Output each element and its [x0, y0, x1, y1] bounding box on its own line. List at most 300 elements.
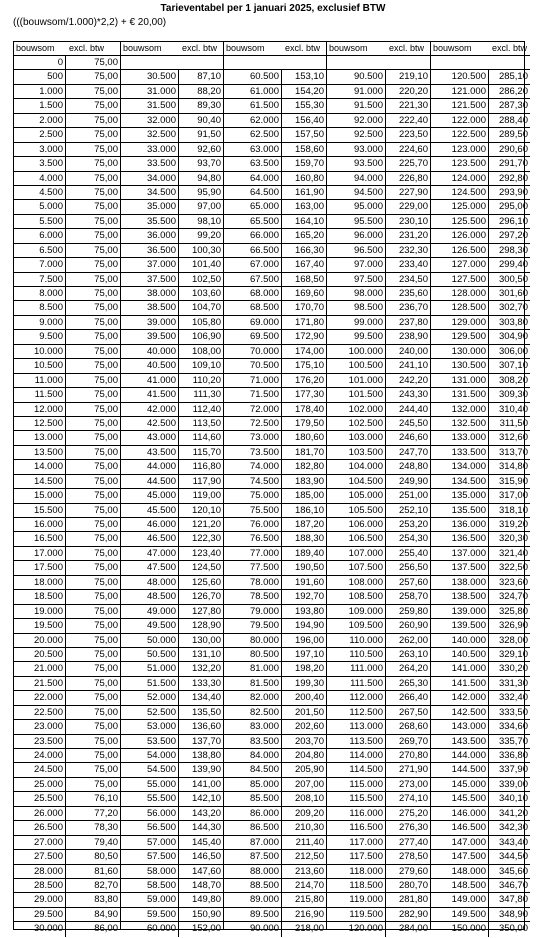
price-cell: 75,00 [94, 273, 118, 285]
price-cell: 75,00 [94, 677, 118, 689]
table-row [121, 403, 223, 417]
price-cell: 75,00 [94, 158, 118, 170]
bouwsom-cell: 26.500 [14, 821, 66, 834]
table-row [431, 446, 530, 460]
bouwsom-cell: 79.000 [224, 605, 282, 618]
price-cell: 333,50 [498, 706, 528, 718]
table-row [14, 128, 120, 142]
price-cell: 288,40 [498, 114, 528, 126]
price-cell: 95,90 [197, 186, 221, 198]
price-cell: 83,80 [94, 894, 118, 906]
table-row [121, 850, 223, 864]
price-cell: 309,30 [498, 389, 528, 401]
bouwsom-cell: 56.000 [121, 807, 179, 820]
bouwsom-cell: 60.000 [121, 922, 179, 936]
table-row [121, 85, 223, 99]
price-cell: 128,90 [191, 620, 221, 632]
bouwsom-cell: 142.000 [431, 691, 489, 704]
bouwsom-cell: 2.500 [14, 128, 66, 141]
bouwsom-cell: 5.000 [14, 200, 66, 213]
bouwsom-cell: 35.500 [121, 215, 179, 228]
bouwsom-cell: 120.500 [431, 70, 489, 83]
bouwsom-cell: 99.500 [327, 330, 386, 343]
bouwsom-cell: 67.000 [224, 258, 282, 271]
bouwsom-cell: 40.500 [121, 359, 179, 372]
table-row [431, 634, 530, 648]
price-cell: 75,00 [94, 764, 118, 776]
table-row [431, 850, 530, 864]
table-row [327, 821, 430, 835]
table-row [224, 186, 326, 200]
table-row [431, 172, 530, 186]
price-cell: 130,00 [191, 634, 221, 646]
bouwsom-cell: 39.000 [121, 316, 179, 329]
table-row [121, 807, 223, 821]
bouwsom-cell: 127.000 [431, 258, 489, 271]
table-row [327, 172, 430, 186]
price-cell: 75,00 [94, 288, 118, 299]
bouwsom-cell: 142.500 [431, 706, 489, 719]
bouwsom-cell: 101.500 [327, 388, 386, 401]
price-cell: 264,20 [398, 663, 428, 675]
bouwsom-cell: 137.500 [431, 561, 489, 574]
bouwsom-cell: 128.000 [431, 287, 489, 300]
table-row [431, 460, 530, 474]
table-row [327, 114, 430, 128]
price-cell: 269,70 [398, 735, 428, 747]
bouwsom-cell: 50.000 [121, 634, 179, 647]
table-row [121, 446, 223, 460]
price-cell: 252,10 [398, 504, 428, 516]
price-cell: 196,00 [294, 634, 324, 646]
price-cell: 75,00 [94, 446, 118, 458]
price-cell: 163,00 [294, 201, 324, 213]
bouwsom-cell: 82.500 [224, 706, 282, 719]
table-row [14, 518, 120, 532]
bouwsom-cell: 28.500 [14, 879, 66, 892]
bouwsom-cell: 54.000 [121, 749, 179, 762]
price-cell: 101,40 [191, 259, 221, 271]
price-cell: 154,20 [294, 85, 324, 97]
price-cell: 180,60 [294, 432, 324, 444]
table-row [121, 345, 223, 359]
price-cell: 236,70 [398, 302, 428, 314]
bouwsom-cell: 99.000 [327, 316, 386, 329]
bouwsom-cell: 76.000 [224, 518, 282, 531]
table-row [224, 879, 326, 893]
bouwsom-cell: 133.000 [431, 431, 489, 444]
price-cell: 155,30 [294, 100, 324, 112]
bouwsom-cell: 132.500 [431, 417, 489, 430]
bouwsom-cell: 33.000 [121, 143, 179, 156]
bouwsom-cell: 61.500 [224, 99, 282, 112]
price-cell: 75,00 [94, 360, 118, 372]
price-cell: 193,80 [294, 605, 324, 617]
price-cell: 102,50 [191, 273, 221, 285]
table-row [121, 619, 223, 633]
table-row [327, 273, 430, 287]
bouwsom-cell: 70.500 [224, 359, 282, 372]
price-cell: 330,20 [498, 663, 528, 675]
bouwsom-cell: 4.500 [14, 186, 66, 199]
bouwsom-cell: 45.000 [121, 489, 179, 502]
price-cell: 306,00 [498, 345, 528, 357]
price-cell: 233,40 [398, 259, 428, 271]
bouwsom-cell: 13.000 [14, 431, 66, 444]
table-row [327, 706, 430, 720]
price-cell: 86,00 [94, 923, 118, 935]
price-cell: 205,90 [294, 764, 324, 776]
price-cell: 167,40 [294, 259, 324, 271]
table-row [327, 763, 430, 777]
price-cell: 319,20 [498, 519, 528, 530]
bouwsom-cell: 134.000 [431, 460, 489, 473]
table-row [224, 576, 326, 590]
bouwsom-cell: 34.500 [121, 186, 179, 199]
bouwsom-cell: 27.500 [14, 850, 66, 863]
price-cell: 110,20 [192, 374, 221, 386]
table-row [14, 244, 120, 258]
table-row [431, 417, 530, 431]
price-cell: 115,70 [192, 446, 221, 458]
bouwsom-cell: 66.000 [224, 229, 282, 242]
price-cell: 242,20 [398, 374, 428, 386]
price-cell: 255,40 [398, 547, 428, 559]
price-cell: 122,30 [191, 533, 221, 545]
price-cell: 94,80 [197, 172, 221, 184]
table-row [14, 662, 120, 676]
table-row [327, 157, 430, 171]
table-row [327, 301, 430, 315]
bouwsom-cell: 117.000 [327, 836, 386, 849]
bouwsom-cell: 138.000 [431, 576, 489, 589]
price-cell: 75,00 [94, 316, 118, 328]
price-cell: 181,70 [294, 446, 324, 458]
bouwsom-cell: 70.000 [224, 345, 282, 358]
bouwsom-cell: 110.000 [327, 634, 386, 647]
table-row [224, 778, 326, 792]
price-cell: 300,50 [498, 273, 528, 285]
price-cell: 342,30 [498, 822, 528, 834]
bouwsom-cell: 45.500 [121, 504, 179, 517]
price-cell: 311,50 [499, 417, 528, 429]
table-row [121, 605, 223, 619]
price-cell: 75,00 [94, 692, 118, 704]
bouwsom-cell: 17.500 [14, 561, 66, 574]
table-row [224, 720, 326, 734]
price-cell: 246,60 [398, 432, 428, 444]
price-cell: 238,90 [398, 331, 428, 343]
bouwsom-cell: 111.000 [327, 662, 386, 675]
price-cell: 322,50 [498, 562, 528, 574]
price-cell: 75,00 [94, 215, 118, 227]
table-row [14, 706, 120, 720]
table-row [14, 446, 120, 460]
price-cell: 232,30 [398, 244, 428, 256]
price-cell: 99,20 [197, 230, 221, 242]
price-cell: 75,00 [94, 735, 118, 747]
bouwsom-cell: 11.500 [14, 388, 66, 401]
table-row [431, 778, 530, 792]
table-row [431, 489, 530, 503]
bouwsom-cell: 38.500 [121, 301, 179, 314]
price-cell: 157,50 [294, 129, 324, 141]
table-row [14, 200, 120, 214]
bouwsom-cell: 77.000 [224, 547, 282, 560]
bouwsom-cell: 104.000 [327, 460, 386, 473]
bouwsom-cell: 47.000 [121, 547, 179, 560]
table-row [431, 258, 530, 272]
bouwsom-cell: 26.000 [14, 807, 66, 820]
table-row [224, 547, 326, 561]
bouwsom-cell: 137.000 [431, 547, 489, 560]
price-cell: 178,40 [294, 403, 324, 415]
header-excl-btw: excl. btw [182, 43, 218, 53]
table-row [121, 128, 223, 142]
bouwsom-cell: 78.500 [224, 590, 282, 603]
table-row [327, 634, 430, 648]
bouwsom-cell: 30.000 [14, 922, 66, 936]
bouwsom-cell: 3.500 [14, 157, 66, 170]
price-cell: 200,40 [294, 692, 324, 704]
bouwsom-cell: 81.000 [224, 662, 282, 675]
table-row [431, 720, 530, 734]
price-cell: 237,80 [398, 316, 428, 328]
table-row [14, 99, 120, 113]
table-row [121, 460, 223, 474]
bouwsom-cell: 51.000 [121, 662, 179, 675]
table-row [14, 605, 120, 619]
table-row [121, 316, 223, 330]
price-cell: 201,50 [294, 706, 324, 718]
bouwsom-cell: 89.500 [224, 908, 282, 921]
bouwsom-cell: 140.000 [431, 634, 489, 647]
table-row [327, 590, 430, 604]
price-cell: 78,30 [94, 822, 118, 834]
table-row [121, 662, 223, 676]
table-row [431, 359, 530, 373]
bouwsom-cell: 27.000 [14, 836, 66, 849]
bouwsom-cell: 125.500 [431, 215, 489, 228]
bouwsom-cell: 149.500 [431, 908, 489, 921]
bouwsom-cell: 123.000 [431, 143, 489, 156]
bouwsom-cell: 139.500 [431, 619, 489, 632]
price-cell: 299,40 [498, 259, 528, 271]
bouwsom-cell: 112.500 [327, 706, 386, 719]
bouwsom-cell: 112.000 [327, 691, 386, 704]
table-row [327, 605, 430, 619]
price-cell: 257,60 [398, 576, 428, 588]
price-cell: 89,30 [197, 100, 221, 112]
price-cell: 179,50 [294, 417, 324, 429]
price-cell: 215,80 [294, 894, 324, 906]
formula-text: (((bouwsom/1.000)*2,2) + € 20,00) [13, 17, 167, 28]
bouwsom-cell: 95.500 [327, 215, 386, 228]
bouwsom-cell: 20.500 [14, 648, 66, 661]
bouwsom-cell: 150.000 [431, 922, 489, 936]
bouwsom-cell: 83.000 [224, 720, 282, 733]
price-cell: 296,10 [498, 215, 528, 227]
table-row [121, 634, 223, 648]
table-row [431, 865, 530, 879]
table-row [121, 99, 223, 113]
bouwsom-cell: 7.000 [14, 258, 66, 271]
table-row [327, 807, 430, 821]
tariff-table [13, 41, 528, 935]
table-row [224, 908, 326, 922]
price-cell: 132,20 [191, 663, 221, 675]
table-row [431, 532, 530, 546]
price-cell: 75,00 [94, 143, 118, 155]
price-cell: 75,00 [94, 620, 118, 632]
price-cell: 213,60 [294, 865, 324, 877]
price-cell: 285,10 [498, 71, 528, 83]
table-row [431, 273, 530, 287]
price-cell: 287,30 [498, 100, 528, 112]
bouwsom-cell: 126.000 [431, 229, 489, 242]
bouwsom-cell: 46.500 [121, 532, 179, 545]
table-row [224, 749, 326, 763]
bouwsom-cell: 75.000 [224, 489, 282, 502]
price-cell: 93,70 [197, 158, 221, 170]
bouwsom-cell: 106.000 [327, 518, 386, 531]
bouwsom-cell: 21.500 [14, 677, 66, 690]
price-cell: 204,80 [294, 750, 324, 761]
price-cell: 270,80 [398, 750, 428, 761]
table-row [224, 763, 326, 777]
table-row [431, 763, 530, 777]
bouwsom-cell: 24.000 [14, 749, 66, 762]
bouwsom-cell: 13.500 [14, 446, 66, 459]
price-cell: 141,00 [191, 778, 221, 790]
price-cell: 75,00 [94, 331, 118, 343]
price-cell: 92,60 [197, 143, 221, 155]
table-row [224, 648, 326, 662]
price-cell: 126,70 [191, 591, 221, 603]
table-row [224, 735, 326, 749]
table-row [431, 605, 530, 619]
bouwsom-cell: 37.500 [121, 273, 179, 286]
price-cell: 143,20 [191, 807, 221, 819]
bouwsom-cell: 122.500 [431, 128, 489, 141]
price-cell: 292,80 [498, 172, 528, 184]
bouwsom-cell: 90.000 [224, 922, 282, 936]
bouwsom-cell: 96.500 [327, 244, 386, 257]
price-cell: 328,00 [498, 634, 528, 646]
table-row [224, 301, 326, 315]
bouwsom-cell: 114.500 [327, 763, 386, 776]
table-row [14, 735, 120, 749]
header-excl-btw: excl. btw [285, 43, 321, 53]
price-cell: 112,40 [192, 403, 221, 415]
table-row [224, 128, 326, 142]
table-row [224, 807, 326, 821]
table-row [327, 460, 430, 474]
bouwsom-cell: 128.500 [431, 301, 489, 314]
table-row [431, 301, 530, 315]
table-row [431, 691, 530, 705]
table-row [14, 301, 120, 315]
table-row [327, 186, 430, 200]
table-row [224, 157, 326, 171]
table-row [224, 143, 326, 157]
price-cell: 313,70 [498, 446, 528, 458]
price-cell: 277,40 [398, 836, 428, 848]
bouwsom-cell: 63.500 [224, 157, 282, 170]
price-cell: 164,10 [294, 215, 324, 227]
table-row [121, 244, 223, 258]
table-row [431, 648, 530, 662]
price-cell: 271,90 [398, 764, 428, 776]
header-bouwsom: bouwsom [433, 43, 472, 53]
price-cell: 248,80 [398, 461, 428, 473]
table-row [224, 865, 326, 879]
bouwsom-cell: 84.500 [224, 763, 282, 776]
bouwsom-cell: 141.000 [431, 662, 489, 675]
bouwsom-cell: 73.000 [224, 431, 282, 444]
price-cell: 290,60 [498, 143, 528, 155]
table-row [14, 258, 120, 272]
bouwsom-cell: 129.000 [431, 316, 489, 329]
bouwsom-cell: 105.500 [327, 504, 386, 517]
bouwsom-cell: 61.000 [224, 85, 282, 98]
table-row [327, 504, 430, 518]
price-cell: 172,90 [294, 331, 324, 343]
bouwsom-cell: 84.000 [224, 749, 282, 762]
table-row [431, 374, 530, 388]
bouwsom-cell: 130.000 [431, 345, 489, 358]
table-row [14, 532, 120, 546]
table-row [224, 172, 326, 186]
price-cell: 75,00 [94, 461, 118, 473]
header-excl-btw: excl. btw [69, 43, 105, 53]
table-row [431, 518, 530, 532]
bouwsom-cell: 35.000 [121, 200, 179, 213]
table-row [14, 431, 120, 445]
table-row [14, 345, 120, 359]
header-bouwsom: bouwsom [329, 43, 368, 53]
bouwsom-cell: 16.500 [14, 532, 66, 545]
price-cell: 75,00 [94, 403, 118, 415]
price-cell: 198,20 [294, 663, 324, 675]
table-row [14, 547, 120, 561]
bouwsom-cell: 113.500 [327, 735, 386, 748]
bouwsom-cell: 58.500 [121, 879, 179, 892]
bouwsom-cell: 46.000 [121, 518, 179, 531]
column-header [327, 42, 430, 56]
price-cell: 91,50 [197, 129, 221, 141]
bouwsom-cell: 145.500 [431, 792, 489, 805]
price-cell: 202,60 [294, 721, 324, 733]
table-row [121, 879, 223, 893]
table-row [431, 677, 530, 691]
bouwsom-cell: 56.500 [121, 821, 179, 834]
price-cell: 136,60 [191, 721, 221, 733]
bouwsom-cell: 117.500 [327, 850, 386, 863]
table-row [431, 186, 530, 200]
price-cell: 98,10 [197, 215, 221, 227]
table-row [14, 186, 120, 200]
price-cell: 186,10 [294, 504, 324, 516]
price-cell: 135,50 [191, 706, 221, 718]
bouwsom-cell: 15.500 [14, 504, 66, 517]
bouwsom-cell: 9.500 [14, 330, 66, 343]
table-row [224, 359, 326, 373]
table-row [431, 504, 530, 518]
table-row [121, 648, 223, 662]
price-cell: 75,00 [94, 591, 118, 603]
price-cell: 341,20 [498, 807, 528, 819]
